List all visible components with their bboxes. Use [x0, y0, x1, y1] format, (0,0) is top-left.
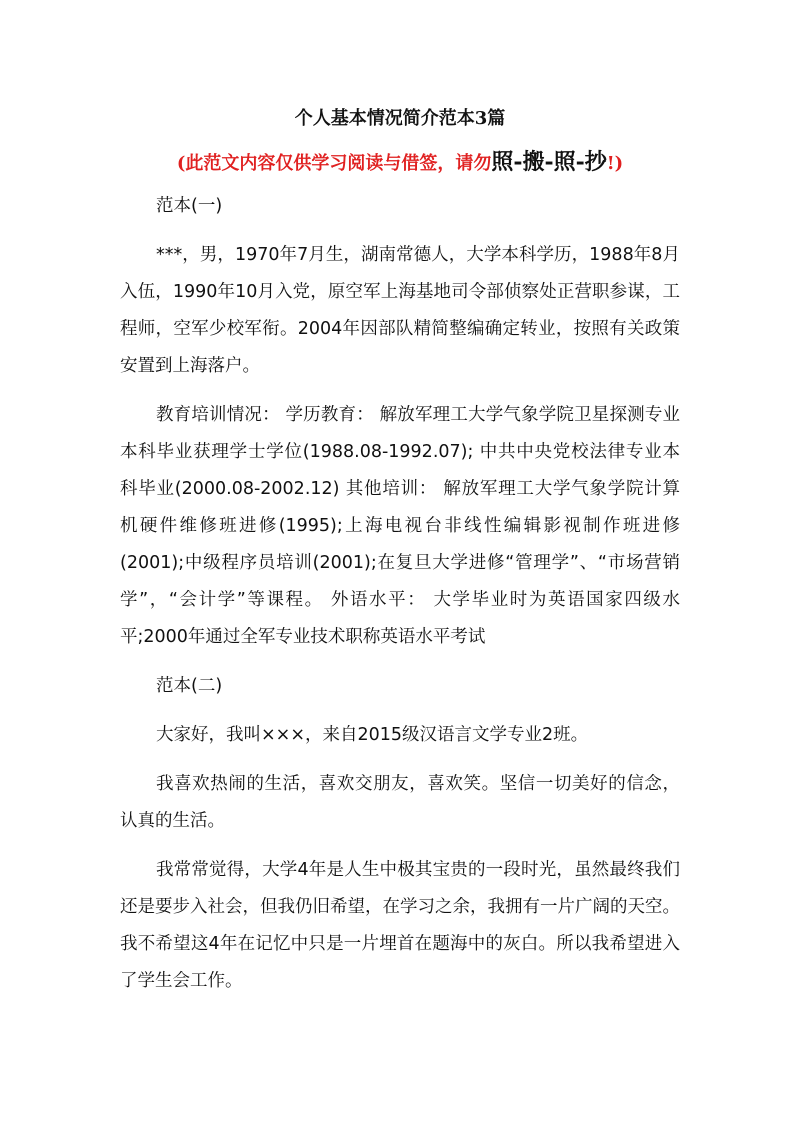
copy-notice-suffix: !)	[606, 153, 624, 174]
paragraph: 我常常觉得，大学4年是人生中极其宝贵的一段时光，虽然最终我们还是要步入社会，但我仍旧希望，在学习之余，我拥有一片广阔的天空。我不希望这4年在记忆中只是一片埋首在题海中的灰白。所以我希望进入了学生会工作。	[120, 860, 680, 991]
section-heading: 范本(一)	[156, 196, 223, 216]
copy-notice-prefix: (此范文内容仅供学习阅读与借签，请勿	[176, 153, 492, 174]
section-heading: 范本(二)	[156, 676, 223, 696]
paragraph: 教育培训情况： 学历教育： 解放军理工大学气象学院卫星探测专业本科毕业获理学士学位(1988.08-1992.07); 中共中央党校法律专业本科毕业(2000.08-2002.12) 其他培训： 解放军理工大学气象学院计算机硬件维修班进修(1995);上海电视台非线性编辑影视制作班进修(2001);中级程序员培训(2001);在复旦大学进修“管理学”、“市场营销学”，“会计学”等课程。 外语水平： 大学毕业时为英语国家四级水平;2000年通过全军专业技术职称英语水平考试	[120, 405, 680, 647]
document-body	[120, 188, 680, 1012]
copy-notice	[0, 145, 800, 176]
copy-notice-emphasis: 照-搬-照-抄	[491, 149, 607, 175]
paragraph: 大家好，我叫×××，来自2015级汉语言文学专业2班。	[156, 725, 589, 745]
document-title: 个人基本情况简介范本3篇	[294, 108, 506, 129]
paragraph: 我喜欢热闹的生活，喜欢交朋友，喜欢笑。坚信一切美好的信念，认真的生活。	[120, 774, 680, 831]
paragraph: ***，男，1970年7月生，湖南常德人，大学本科学历，1988年8月入伍，1990年10月入党，原空军上海基地司令部侦察处正营职参谋，工程师，空军少校军衔。2004年因部队精简整编确定转业，按照有关政策安置到上海落户。	[120, 245, 680, 376]
